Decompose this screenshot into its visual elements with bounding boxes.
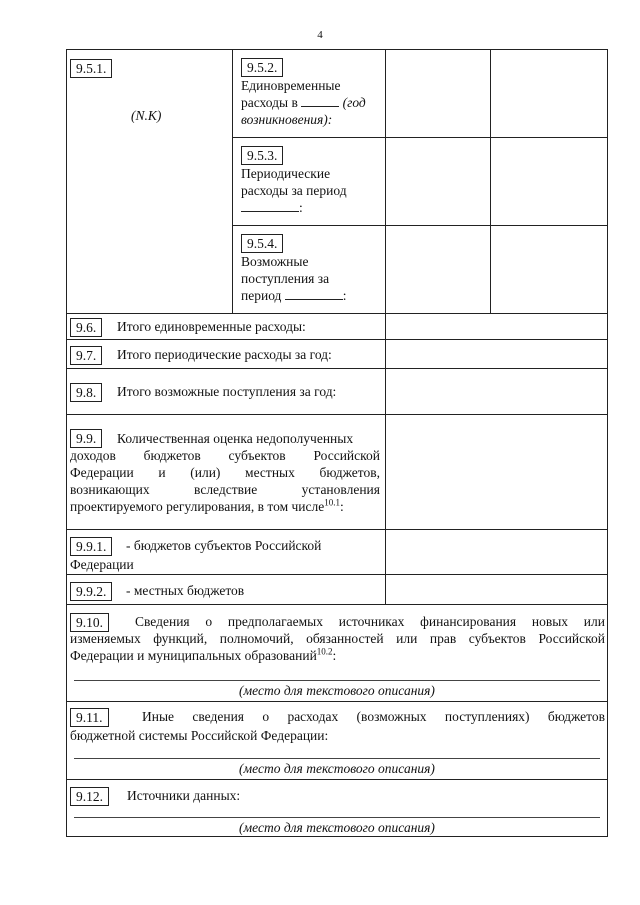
label-text: : bbox=[332, 648, 337, 663]
row-line bbox=[66, 701, 608, 702]
row-line bbox=[66, 529, 608, 530]
row-9-5-3-label bbox=[241, 165, 383, 216]
label-text: Федерации и муниципальных образований bbox=[70, 648, 317, 663]
row-code-9-9-2: 9.9.2. bbox=[70, 582, 112, 601]
text-description-placeholder: (место для текстового описания) bbox=[239, 761, 435, 776]
text-description-placeholder: (место для текстового описания) bbox=[239, 820, 435, 835]
label-line: поступления за bbox=[241, 271, 330, 286]
label-line bbox=[241, 94, 383, 111]
label-line bbox=[241, 287, 383, 304]
blank-field[interactable] bbox=[241, 200, 299, 212]
label-text: (год bbox=[342, 95, 366, 110]
label-text: доходов бюджетов субъектов Российской bbox=[70, 448, 380, 463]
row-code-9-5-2: 9.5.2. bbox=[241, 58, 283, 77]
label-line bbox=[70, 447, 380, 464]
label-line bbox=[70, 498, 380, 515]
label-line bbox=[70, 481, 380, 498]
row-code-9-10: 9.10. bbox=[70, 613, 109, 632]
label-line bbox=[70, 430, 380, 447]
row-9-5-4-label bbox=[241, 253, 383, 304]
row-9-9-2-label: - местных бюджетов bbox=[126, 583, 245, 598]
row-code-9-5-1: 9.5.1. bbox=[70, 59, 112, 78]
row-code-9-5-4: 9.5.4. bbox=[241, 234, 283, 253]
label-text: : bbox=[299, 200, 303, 215]
label-text: проектируемого регулирования, в том числе bbox=[70, 499, 325, 514]
row-code-9-9-1: 9.9.1. bbox=[70, 537, 112, 556]
blank-field[interactable] bbox=[301, 95, 339, 107]
label-line bbox=[70, 464, 380, 481]
row-line bbox=[66, 604, 608, 605]
col-divider-1 bbox=[232, 49, 233, 313]
row-9-12-label: Источники данных: bbox=[127, 788, 241, 803]
label-text: возникающих вследствие установления bbox=[70, 482, 380, 497]
row-line bbox=[66, 414, 608, 415]
label-line bbox=[241, 199, 383, 216]
row-code-9-9: 9.9. bbox=[70, 429, 102, 448]
label-line bbox=[70, 613, 605, 630]
page-number: 4 bbox=[317, 29, 323, 41]
row-code-9-6: 9.6. bbox=[70, 318, 102, 337]
label-text: Количественная оценка недополученных bbox=[117, 431, 354, 446]
row-line bbox=[66, 313, 608, 314]
row-9-7-label: Итого периодические расходы за год: bbox=[117, 347, 332, 362]
row-9-11-label bbox=[70, 708, 605, 744]
row-9-9-1-label bbox=[70, 537, 380, 573]
text-description-placeholder: (место для текстового описания) bbox=[239, 683, 435, 698]
row-code-9-8: 9.8. bbox=[70, 383, 102, 402]
row-line bbox=[66, 779, 608, 780]
text-input-line[interactable] bbox=[74, 680, 600, 681]
label-line: - бюджетов субъектов Российской bbox=[126, 538, 322, 553]
row-code-9-11: 9.11. bbox=[70, 708, 109, 727]
footnote-ref[interactable]: 10.2 bbox=[316, 646, 333, 657]
label-text: период bbox=[241, 288, 282, 303]
row-9-10-label bbox=[70, 613, 605, 664]
row-line bbox=[66, 368, 608, 369]
footnote-ref[interactable]: 10.1 bbox=[324, 497, 341, 508]
label-line: возникновения): bbox=[241, 112, 333, 127]
label-text: расходы в bbox=[241, 95, 298, 110]
row-code-9-7: 9.7. bbox=[70, 346, 102, 365]
row-line bbox=[232, 225, 608, 226]
label-line: Единовременные bbox=[241, 78, 341, 93]
row-9-9-label bbox=[70, 430, 380, 515]
row-code-9-12: 9.12. bbox=[70, 787, 109, 806]
row-9-6-label: Итого единовременные расходы: bbox=[117, 319, 306, 334]
label-text: : bbox=[342, 288, 347, 303]
label-text: Иные сведения о расходах (возможных поступлениях) бюджетов bbox=[142, 709, 605, 724]
label-text: изменяемых функций, полномочий, обязанностей или прав субъектов Российской bbox=[70, 631, 605, 646]
label-text: : bbox=[340, 499, 344, 514]
text-input-line[interactable] bbox=[74, 817, 600, 818]
col-divider-2 bbox=[385, 49, 386, 604]
label-line: Возможные bbox=[241, 254, 309, 269]
row-9-5-1-value: (N.K) bbox=[131, 108, 162, 123]
label-line: Периодические bbox=[241, 166, 331, 181]
row-code-9-5-3: 9.5.3. bbox=[241, 146, 283, 165]
row-9-8-label: Итого возможные поступления за год: bbox=[117, 384, 337, 399]
row-line bbox=[66, 574, 608, 575]
col-divider-3 bbox=[490, 49, 491, 313]
label-line bbox=[70, 647, 605, 664]
label-line: расходы за период bbox=[241, 183, 347, 198]
label-text: Сведения о предполагаемых источниках финансирования новых или bbox=[135, 614, 605, 629]
label-text: Федерации и (или) местных бюджетов, bbox=[70, 465, 380, 480]
row-line bbox=[66, 339, 608, 340]
label-line bbox=[70, 630, 605, 647]
label-line bbox=[70, 708, 605, 725]
label-line: Федерации bbox=[70, 557, 134, 572]
label-line: бюджетной системы Российской Федерации: bbox=[70, 728, 329, 743]
row-line bbox=[232, 137, 608, 138]
row-9-5-2-label bbox=[241, 77, 383, 128]
text-input-line[interactable] bbox=[74, 758, 600, 759]
blank-field[interactable] bbox=[285, 288, 343, 300]
